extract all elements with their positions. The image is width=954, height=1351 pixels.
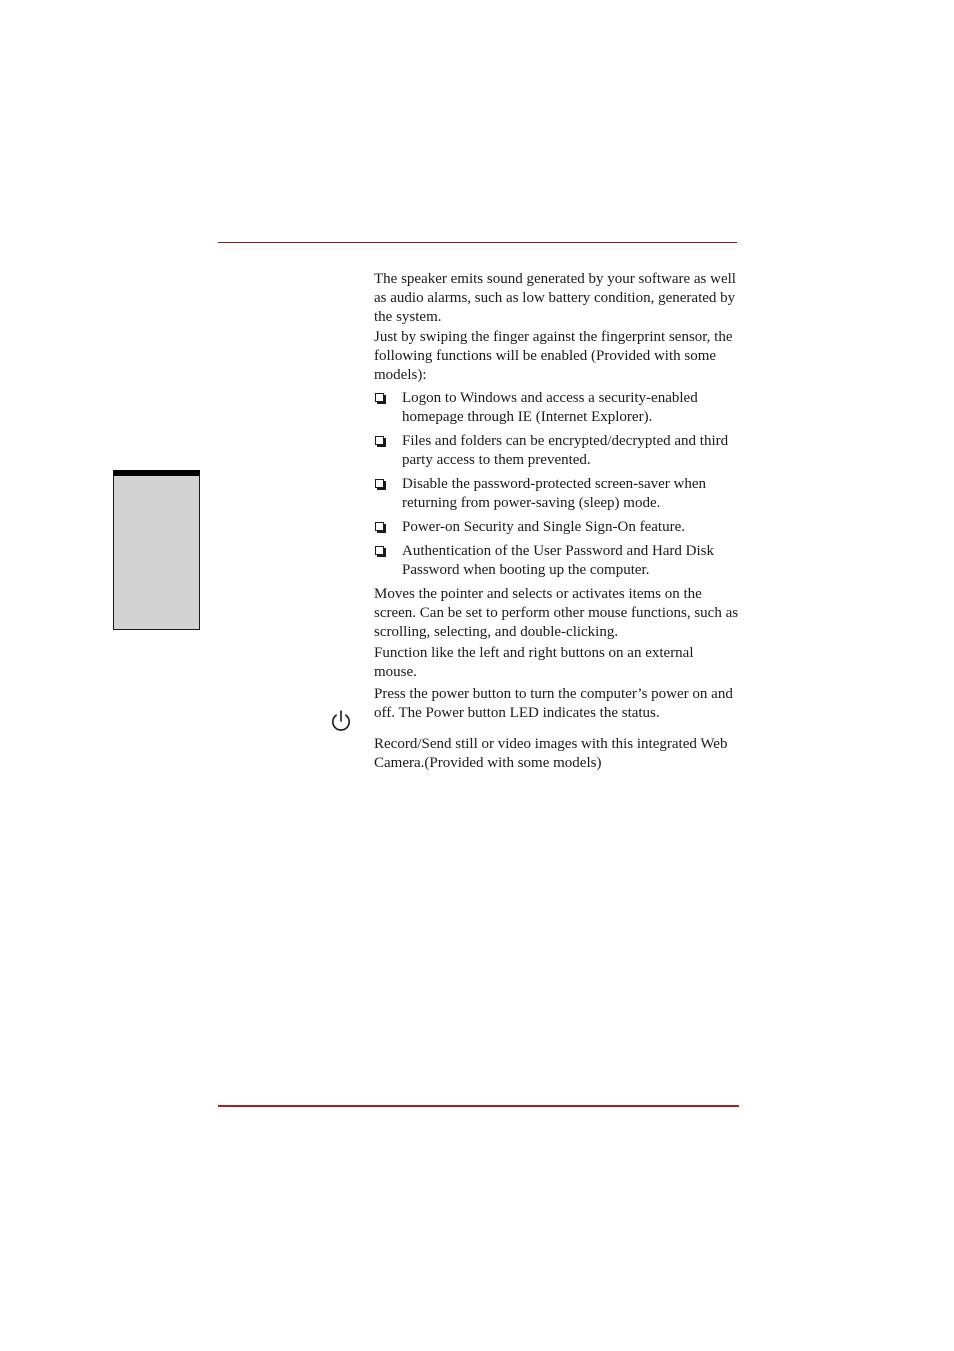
chapter-side-tab — [113, 470, 200, 630]
list-item-text: Authentication of the User Password and Hard Disk Password when booting up the computer. — [402, 543, 715, 578]
camera-description: Record/Send still or video images with this integrated Web Camera.(Provided with some models) — [374, 736, 728, 771]
list-item-text: Files and folders can be encrypted/decrypted and third party access to them prevented. — [402, 433, 729, 468]
checkbox-bullet-icon — [375, 546, 384, 555]
footer-rule — [218, 1105, 739, 1107]
list-item-text: Disable the password-protected screen-saver when returning from power-saving (sleep) mode. — [402, 476, 707, 511]
fingerprint-intro: Just by swiping the finger against the fingerprint sensor, the following functions will be enabled (Provided with some models): — [374, 329, 733, 383]
speaker-description: The speaker emits sound generated by your software as well as audio alarms, such as low battery condition, generated by the system. — [374, 271, 736, 325]
list-item — [374, 389, 739, 427]
list-item-text: Power-on Security and Single Sign-On feature. — [402, 519, 685, 535]
list-item — [374, 542, 739, 580]
pointer-description: Moves the pointer and selects or activates items on the screen. Can be set to perform other mouse functions, such as scrolling, selecting, and double-clicking. — [374, 586, 739, 640]
fingerprint-function-list — [374, 389, 739, 585]
checkbox-bullet-icon — [375, 393, 384, 402]
header-rule — [218, 242, 737, 243]
checkbox-bullet-icon — [375, 436, 384, 445]
list-item — [374, 432, 739, 470]
buttons-description: Function like the left and right buttons on an external mouse. — [374, 645, 694, 680]
list-item — [374, 475, 739, 513]
power-icon — [330, 709, 352, 733]
checkbox-bullet-icon — [375, 522, 384, 531]
list-item-text: Logon to Windows and access a security-enabled homepage through IE (Internet Explorer). — [402, 390, 698, 425]
checkbox-bullet-icon — [375, 479, 384, 488]
power-description: Press the power button to turn the computer’s power on and off. The Power button LED indicates the status. — [374, 686, 733, 721]
list-item — [374, 518, 739, 537]
